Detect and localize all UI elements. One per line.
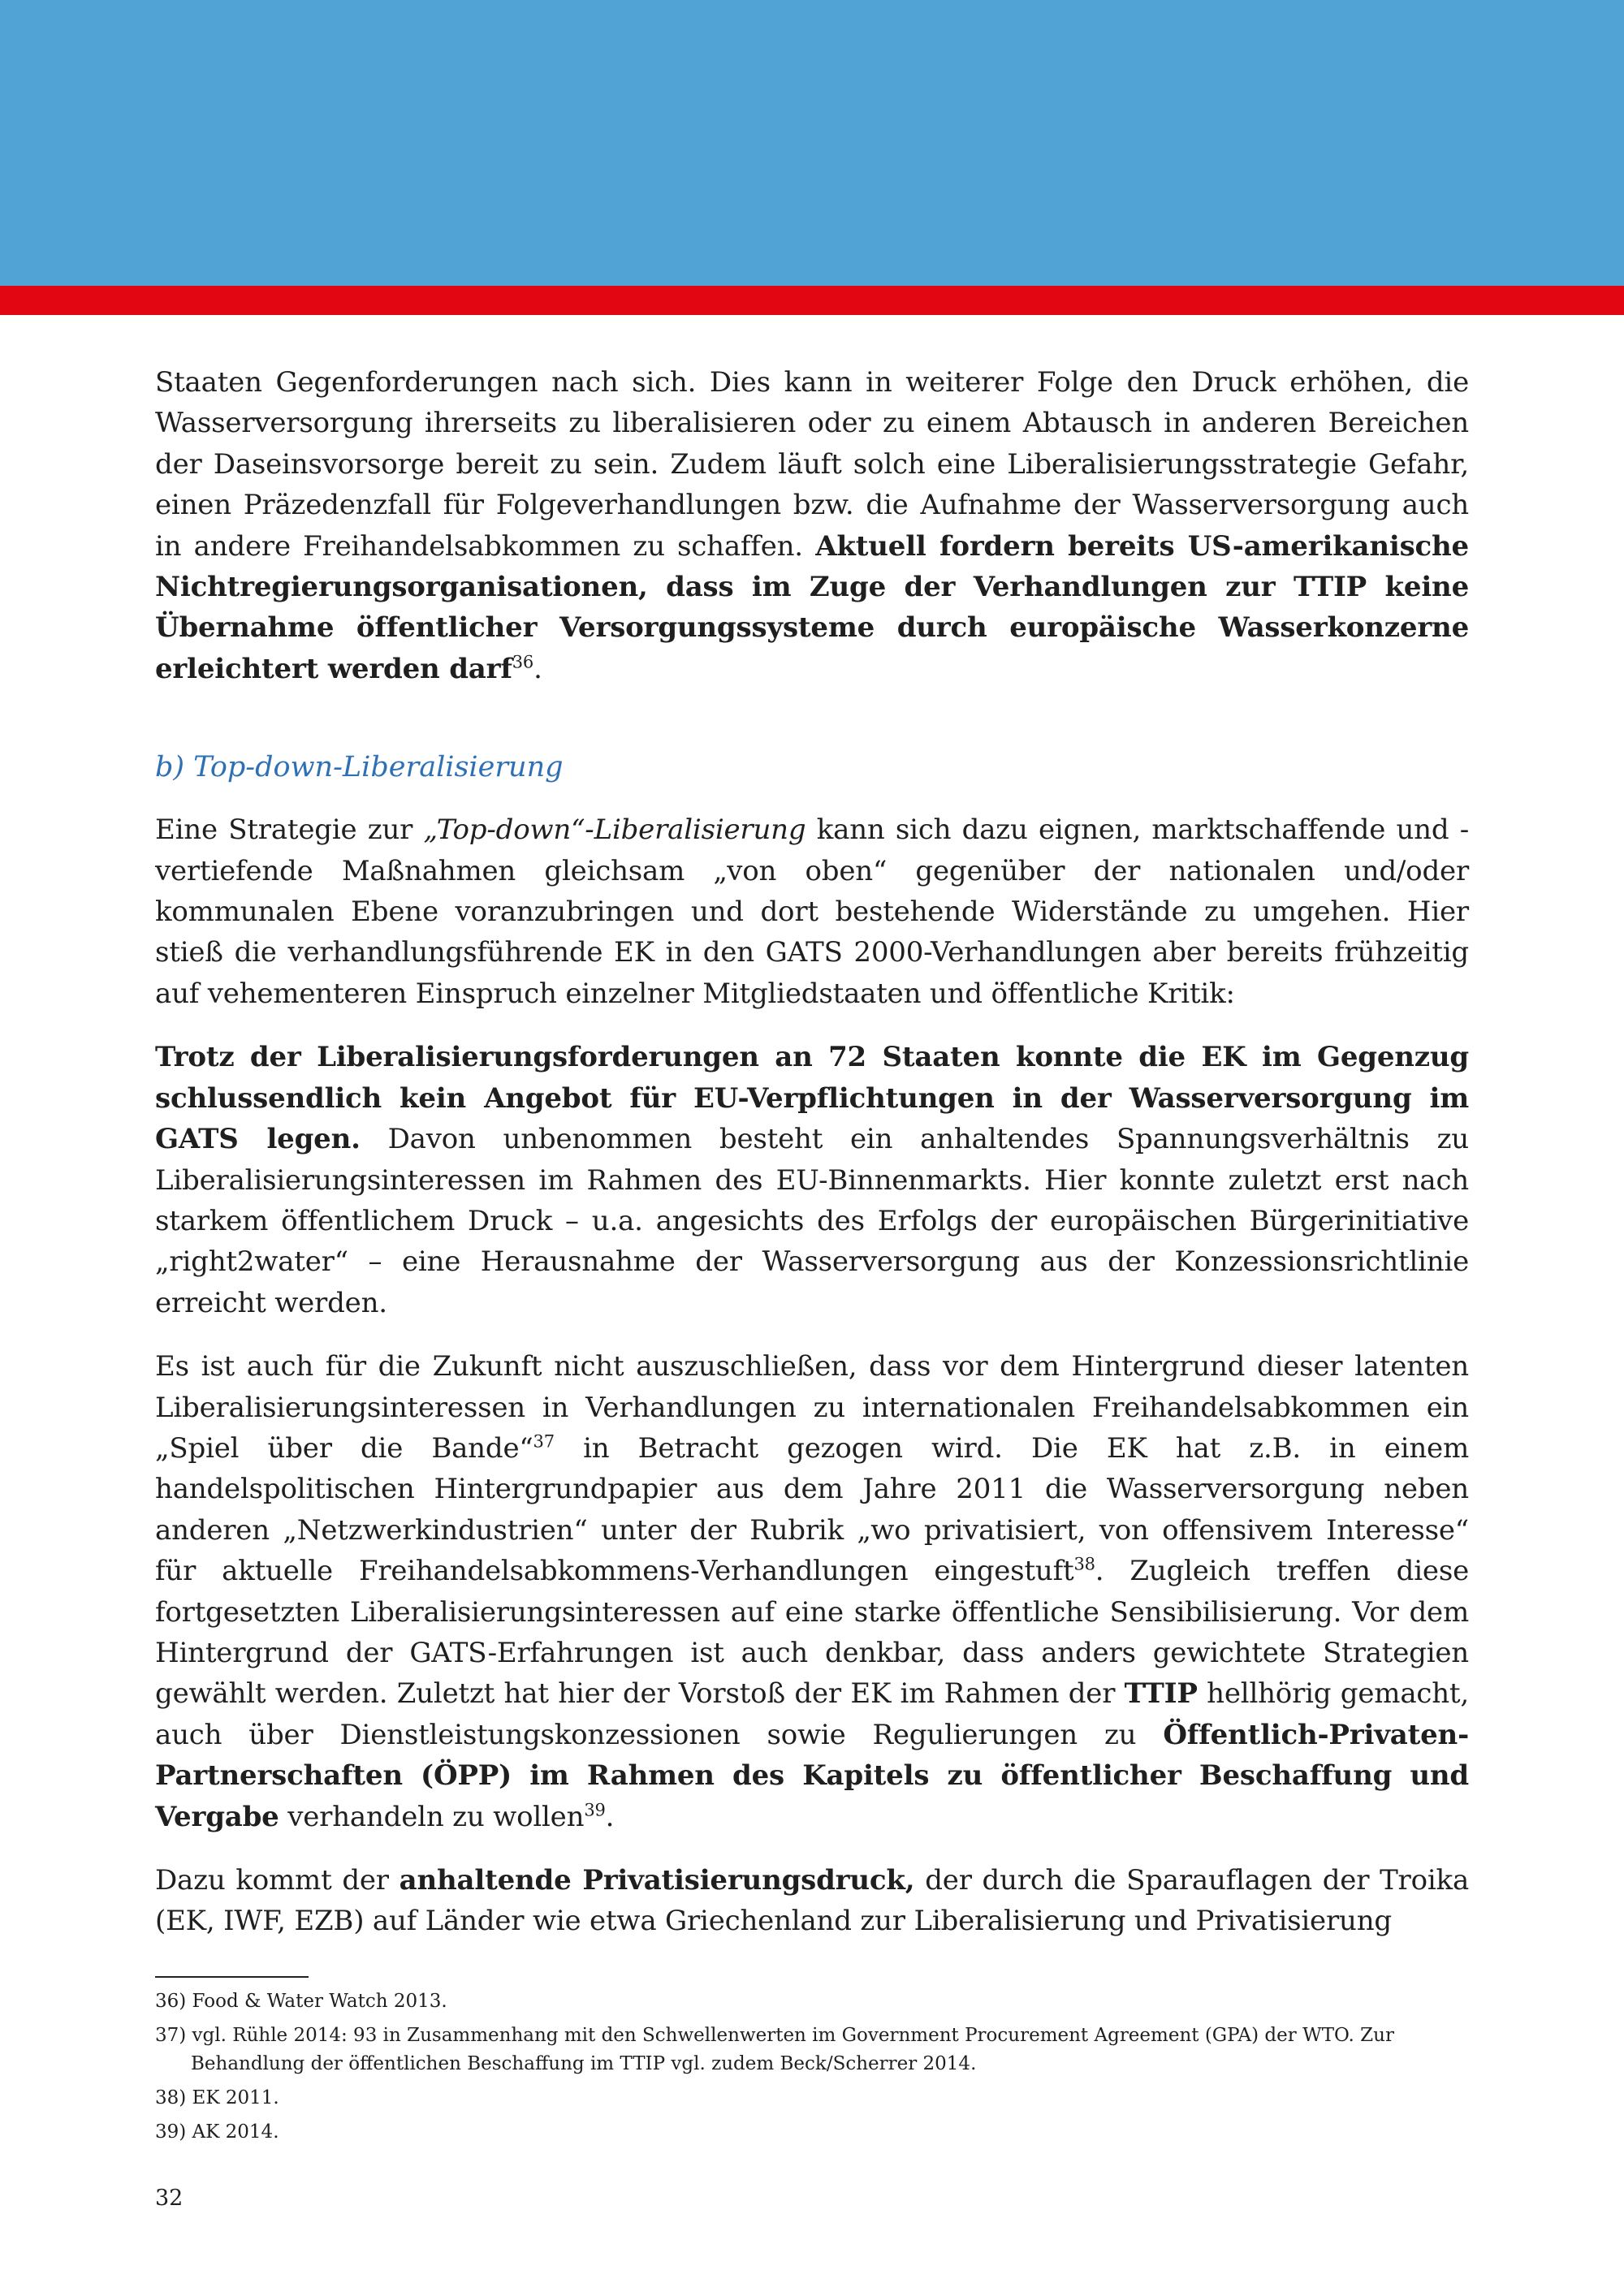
header-accent-stripe bbox=[0, 286, 1624, 315]
paragraph-2-text: Eine Strategie zur bbox=[155, 814, 424, 847]
paragraph-2-text-cont: kann sich dazu eignen, marktschaffende und -vertiefende Maßnahmen gleichsam „von oben“ gegenüber der nationalen und/oder kommunalen Ebene voranzubringen und dort bestehende Widerstände zu umgehen. Hier stieß die verhandlungsführende EK in den GATS 2000-Verhandlungen aber bereits frühzeitig auf vehementeren Einspruch einzelner Mitgliedstaaten und öffentliche Kritik: bbox=[155, 814, 1469, 1010]
page-number: 32 bbox=[155, 2186, 184, 2211]
paragraph-4-text: Es ist auch für die Zukunft nicht auszuschließen, dass vor dem Hintergrund dieser latenten Liberalisierungsinteressen in Verhandlungen zu internationalen Freihandelsabkommen ein „Spiel über die Bande“ bbox=[155, 1350, 1469, 1465]
footnote-38: 38) EK 2011. bbox=[155, 2087, 279, 2108]
paragraph-4-text-4: hellhörig gemacht, auch über Dienstleistungskonzessionen sowie Regulierungen zu bbox=[155, 1677, 1469, 1751]
footnote-36: 36) Food & Water Watch 2013. bbox=[155, 1991, 447, 2012]
footnote-ref-39: 39 bbox=[584, 1800, 606, 1820]
paragraph-1-text: Staaten Gegenforderungen nach sich. Dies kann in weiterer Folge den Druck erhöhen, die Wasserversorgung ihrerseits zu liberalisieren oder zu einem Abtausch in anderen Bereichen der Daseinsvorsorge bereit zu sein. Zudem läuft solch eine Liberalisierungsstrategie Gefahr, einen Präzedenzfall für Folgeverhandlungen bzw. die Aufnahme der Wasserversorgung auch in andere Freihandelsabkommen zu schaffen. bbox=[155, 366, 1469, 563]
paragraph-4 bbox=[155, 1346, 1469, 1837]
paragraph-4-text-2: in Betracht gezogen wird. Die EK hat z.B. in einem handelspolitischen Hintergrundpapier aus dem Jahre 2011 die Wasserversorgung neben anderen „Netzwerkindustrien“ unter der Rubrik „wo privatisiert, von offensivem Interesse“ für aktuelle Freihandelsabkommens-Verhandlungen eingestuft bbox=[155, 1431, 1469, 1588]
header-band bbox=[0, 0, 1624, 286]
section-subheading: b) Top-down-Liberalisierung bbox=[155, 751, 564, 784]
paragraph-4-bold-ttip: TTIP bbox=[1124, 1677, 1198, 1711]
main-content bbox=[155, 362, 1469, 1942]
footnote-ref-37: 37 bbox=[533, 1431, 555, 1452]
paragraph-5-text-cont: der durch die Sparauflagen der Troika (EK, IWF, EZB) auf Länder wie etwa Griechenland zur Liberalisierung und Privatisierung bbox=[155, 1864, 1470, 1938]
paragraph-4-bold-oepp: Öffentlich-Privaten-Partnerschaften (ÖPP) im Rahmen des Kapitels zu öffentlicher Beschaffung und Vergabe bbox=[155, 1718, 1469, 1833]
paragraph-5-bold: anhaltende Privatisierungsdruck, bbox=[399, 1864, 915, 1897]
paragraph-1 bbox=[155, 362, 1469, 689]
paragraph-4-end: . bbox=[605, 1800, 615, 1833]
paragraph-3-bold: Trotz der Liberalisierungsforderungen an 72 Staaten konnte die EK im Gegenzug schlussendlich kein Angebot für EU-Verpflichtungen in der Wasserversorgung im GATS legen. bbox=[155, 1041, 1469, 1156]
footnote-ref-38: 38 bbox=[1073, 1554, 1095, 1574]
paragraph-3-text: Davon unbenommen besteht ein anhaltendes Spannungsverhältnis zu Liberalisierungsinteressen im Rahmen des EU-Binnenmarkts. Hier konnte zuletzt erst nach starkem öffentlichem Druck – u.a. angesichts des Erfolgs der europäischen Bürgerinitiative „right2water“ – eine Herausnahme der Wasserversorgung aus der Konzessionsrichtlinie erreicht werden. bbox=[155, 1123, 1470, 1319]
footnotes bbox=[155, 1987, 1469, 2152]
paragraph-5 bbox=[155, 1860, 1469, 1942]
footnote-ref-36: 36 bbox=[512, 652, 534, 672]
paragraph-5-text: Dazu kommt der bbox=[155, 1864, 400, 1897]
paragraph-1-bold: Aktuell fordern bereits US-amerikanische Nichtregierungsorganisationen, dass im Zuge der Verhandlungen zur TTIP keine Übernahme öffentlicher Versorgungssysteme durch europäische Wasserkonzerne erleichtert werden darf bbox=[155, 529, 1469, 685]
footnote-separator bbox=[155, 1976, 309, 1978]
paragraph-4-text-3: . Zugleich treffen diese fortgesetzten Liberalisierungsinteressen auf eine starke öffentliche Sensibilisierung. Vor dem Hintergrund der GATS-Erfahrungen ist auch denkbar, dass anders gewichtete Strategien gewählt werden. Zuletzt hat hier der Vorstoß der EK im Rahmen der bbox=[155, 1555, 1469, 1711]
paragraph-1-end: . bbox=[533, 652, 542, 685]
footnote-37: 37) vgl. Rühle 2014: 93 in Zusammenhang mit den Schwellenwerten im Government Procurement Agreement (GPA) der WTO. Zur Behandlung der öffentlichen Beschaffung im TTIP vgl. zudem Beck/Scherrer 2014. bbox=[155, 2025, 1394, 2074]
paragraph-2-italic: „Top-down“-Liberalisierung bbox=[423, 814, 806, 847]
paragraph-2 bbox=[155, 809, 1469, 1014]
paragraph-4-text-5: verhandeln zu wollen bbox=[279, 1800, 585, 1833]
footnote-39: 39) AK 2014. bbox=[155, 2121, 279, 2143]
paragraph-3 bbox=[155, 1037, 1469, 1323]
